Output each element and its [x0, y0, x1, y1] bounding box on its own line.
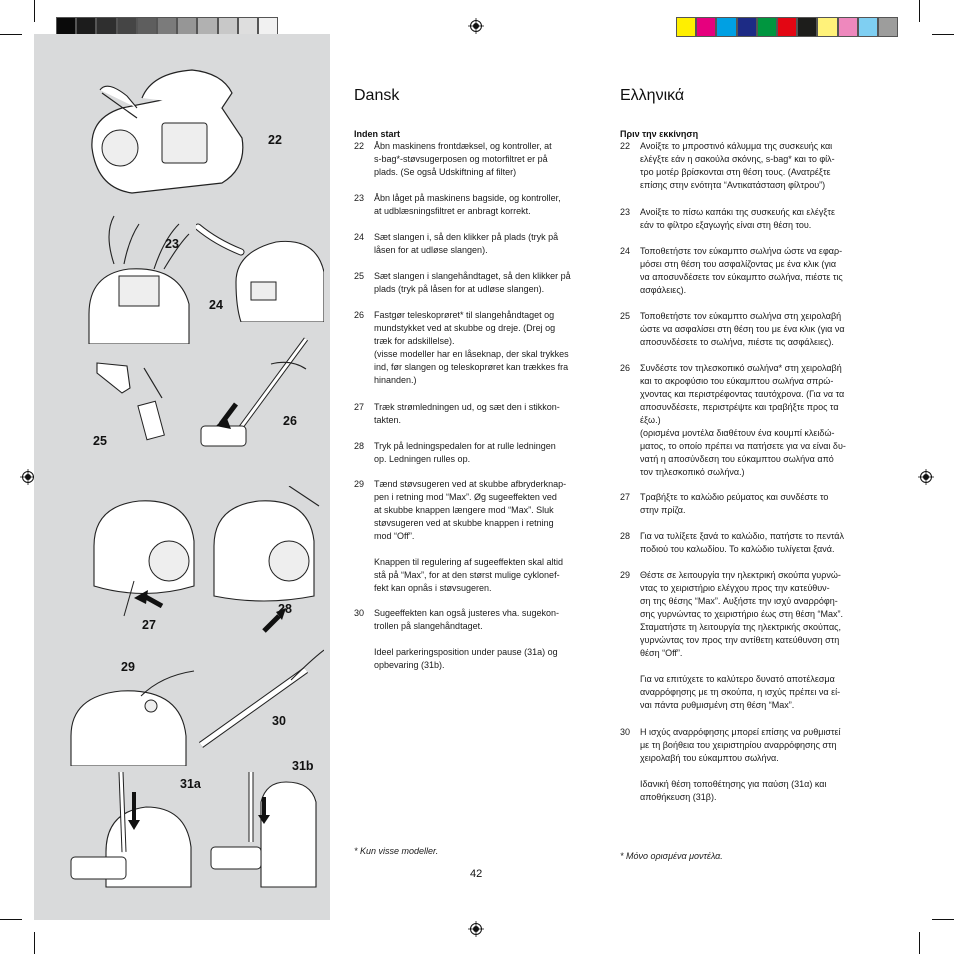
figure-label-27: 27: [142, 618, 156, 632]
step-text-line: Ανοίξτε το πίσω καπάκι της συσκευής και ελέγξτε: [640, 207, 835, 217]
step-text: [640, 206, 835, 232]
step-text-line: χειρολαβή του εύκαμπτου σωλήνα.: [640, 753, 779, 763]
step-text-line: plads (tryk på låsen for at udløse slangen).: [374, 284, 545, 294]
step-text-line: Ιδανική θέση τοποθέτησης για παύση (31α) και: [640, 779, 827, 789]
calibration-swatch: [737, 17, 757, 37]
step-text-line: Ideel parkeringsposition under pause (31a) og: [374, 647, 558, 657]
step-text-line: Τοποθετήστε τον εύκαμπτο σωλήνα στη χειρολαβή: [640, 311, 842, 321]
calibration-swatch: [797, 17, 817, 37]
step-text-line: støvsugeren ved at skubbe knappen i retning: [374, 518, 554, 528]
step-number: 29: [620, 570, 631, 580]
step-text-line: με τη βοήθεια του χειριστηρίου αναρρόφησης στη: [640, 740, 837, 750]
step-text-line: ind, før slangen og teleskoprøret kan trækkes fra: [374, 362, 569, 372]
step-text-line: ασφάλειες).: [640, 285, 687, 295]
step-text-line: Sæt slangen i, så den klikker på plads (tryk på: [374, 232, 559, 242]
step-text-line: trollen på slangehåndtaget.: [374, 621, 483, 631]
figure-label-31b: 31b: [292, 759, 314, 773]
step-text-line: ναι πάντα ρυθμισμένη στη θέση “Max”.: [640, 700, 795, 710]
step-text-line: Tænd støvsugeren ved at skubbe afbryderknap-: [374, 479, 567, 489]
figure-label-26: 26: [283, 414, 297, 428]
step-text-line: [640, 765, 841, 778]
calibration-swatch: [838, 17, 858, 37]
step-text: [640, 530, 844, 556]
cord-pull-out-illustration: [84, 486, 196, 636]
step-number: 24: [620, 246, 631, 256]
registration-mark-bottom: [468, 921, 484, 937]
exhaust-filter-check-illustration: [84, 214, 194, 344]
calibration-swatch: [817, 17, 837, 37]
step-text: [640, 245, 843, 297]
suction-control-handle-illustration: [196, 640, 324, 750]
step-text-line: Συνδέστε τον τηλεσκοπικό σωλήνα* στη χειρολαβή: [640, 363, 842, 373]
step-text-line: στην πρίζα.: [640, 505, 686, 515]
step-text-line: Åbn låget på maskinens bagside, og kontroller,: [374, 193, 561, 203]
step-text-line: pen i retning mod “Max”. Øg sugeeffekten ved: [374, 492, 557, 502]
step-text: [640, 362, 846, 479]
step-number: 30: [620, 727, 631, 737]
step-text: [374, 607, 559, 672]
step-text-line: ντας το χειριστήριο ελέγχου προς την κατεύθυν-: [640, 583, 830, 593]
step-text-line: μόσει στη θέση του ασφαλίζοντας με ένα κλικ (για: [640, 259, 837, 269]
step-text-line: Fastgør teleskoprøret* til slangehåndtaget og: [374, 310, 555, 320]
storage-position-illustration: [206, 772, 324, 892]
step-text-line: mod “Off”.: [374, 531, 415, 541]
step-text-line: ελέγξτε εάν η σακούλα σκόνης, s-bag* και το φίλ-: [640, 154, 835, 164]
parking-position-pause-illustration: [66, 772, 196, 892]
step-text-line: Σταματήστε τη λειτουργία της ηλεκτρικής σκούπας,: [640, 622, 842, 632]
dansk-heading: Dansk: [354, 87, 400, 104]
step-text-line: Ανοίξτε το μπροστινό κάλυμμα της συσκευής και: [640, 141, 833, 151]
step-number: 23: [620, 207, 631, 217]
step-text-line: Θέστε σε λειτουργία την ηλεκτρική σκούπα γυρνώ-: [640, 570, 841, 580]
step-text-line: stå på “Max”, for at den størst mulige cyklonef-: [374, 570, 560, 580]
figure-label-22: 22: [268, 133, 282, 147]
step-text-line: Για να επιτύχετε το καλύτερο δυνατό αποτέλεσμα: [640, 674, 835, 684]
step-text-line: αποθήκευση (31β).: [640, 792, 717, 802]
step-text-line: (ορισμένα μοντέλα διαθέτουν ένα κουμπί κλειδώ-: [640, 428, 835, 438]
step-number: 22: [620, 141, 631, 151]
step-text: [374, 478, 566, 595]
dansk-footnote: * Kun visse modeller.: [354, 846, 439, 856]
step-text-line: νατή η αποσύνδεση του εύκαμπτου σωλήνα από: [640, 454, 834, 464]
step-text-line: [640, 660, 843, 673]
step-text-line: τον τηλεσκοπικό σωλήνα.): [640, 467, 745, 477]
figure-label-31a: 31a: [180, 777, 201, 791]
figure-label-29: 29: [121, 660, 135, 674]
calibration-swatch: [696, 17, 716, 37]
step-text: [640, 491, 828, 517]
step-text: [374, 231, 558, 257]
step-number: 25: [354, 271, 365, 281]
step-text: [374, 140, 552, 179]
step-text-line: αποσυνδέσετε, περιστρέψτε και τραβήξτε προς τα: [640, 402, 839, 412]
step-text-line: και το ακροφύσιο του εύκαμπτου σωλήνα σπρώ-: [640, 376, 834, 386]
step-text: [640, 140, 835, 192]
step-text-line: εάν το φίλτρο εξαγωγής είναι στη θέση του.: [640, 220, 812, 230]
step-text-line: ώστε να ασφαλίσει στη θέση του με ένα κλικ (για να: [640, 324, 845, 334]
step-text-line: at udblæsningsfiltret er anbragt korrekt.: [374, 206, 531, 216]
step-text-line: mundstykket ved at skubbe og dreje. (Drej og: [374, 323, 556, 333]
step-text: [374, 309, 569, 387]
step-text: [374, 440, 556, 466]
step-number: 28: [620, 531, 631, 541]
step-text-line: Sæt slangen i slangehåndtaget, så den klikker på: [374, 271, 571, 281]
figure-label-24: 24: [209, 298, 223, 312]
step-text-line: Åbn maskinens frontdæksel, og kontroller, at: [374, 141, 552, 151]
calibration-swatch: [716, 17, 736, 37]
step-text-line: Για να τυλίξετε ξανά το καλώδιο, πατήστε το πεντάλ: [640, 531, 844, 541]
figure-label-30: 30: [272, 714, 286, 728]
step-text-line: θέση “Off”.: [640, 648, 683, 658]
power-switch-illustration: [66, 666, 196, 766]
step-number: 26: [620, 363, 631, 373]
step-text-line: Τραβήξτε το καλώδιο ρεύματος και συνδέστε το: [640, 492, 829, 502]
calibration-swatch: [757, 17, 777, 37]
figure-label-23: 23: [165, 237, 179, 251]
step-text-line: hinanden.): [374, 375, 417, 385]
step-text-line: Knappen til regulering af sugeeffekten skal altid: [374, 557, 563, 567]
registration-mark-right: [918, 469, 934, 485]
step-text-line: Tryk på ledningspedalen for at rulle ledningen: [374, 441, 556, 451]
figure-label-28: 28: [278, 602, 292, 616]
step-number: 30: [354, 608, 365, 618]
calibration-swatch: [777, 17, 797, 37]
calibration-swatch: [858, 17, 878, 37]
step-text-line: ση της θέσης “Max”. Αυξήστε την ισχύ αναρρόφη-: [640, 596, 838, 606]
step-text-line: op. Ledningen rulles op.: [374, 454, 471, 464]
telescopic-tube-attach-illustration: [196, 334, 324, 460]
step-text-line: τρο μοτέρ βρίσκονται στη θέση τους. (Ανατρέξτε: [640, 167, 831, 177]
step-text-line: ποδιού του καλωδίου. Το καλώδιο τυλίγεται ξανά.: [640, 544, 835, 554]
step-number: 24: [354, 232, 365, 242]
calibration-swatch: [676, 17, 696, 37]
step-number: 28: [354, 441, 365, 451]
registration-mark-top: [468, 18, 484, 34]
step-text-line: Τοποθετήστε τον εύκαμπτο σωλήνα ώστε να εφαρ-: [640, 246, 843, 256]
step-text-line: plads. (Se også Udskiftning af filter): [374, 167, 517, 177]
step-text-line: Sugeeffekten kan også justeres vha. sugekon-: [374, 608, 559, 618]
step-text-line: χνοντας και περιστρέφοντας ταυτόχρονα. (Για να τα: [640, 389, 845, 399]
step-text-line: fekt kan opnås i støvsugeren.: [374, 583, 492, 593]
step-number: 27: [354, 402, 365, 412]
step-text-line: [374, 543, 566, 556]
step-number: 25: [620, 311, 631, 321]
step-text-line: [374, 633, 559, 646]
step-text-line: (visse modeller har en låseknap, der skal trykkes: [374, 349, 569, 359]
step-text-line: αναρρόφησης με τη σκούπα, η ισχύς πρέπει να εί-: [640, 687, 841, 697]
step-text-line: ματος, το οποίο πρέπει να πατήσετε για να είναι δυ-: [640, 441, 846, 451]
page-number: 42: [470, 868, 483, 880]
step-text-line: takten.: [374, 415, 402, 425]
step-text-line: Η ισχύς αναρρόφησης μπορεί επίσης να ρυθμιστεί: [640, 727, 841, 737]
step-number: 22: [354, 141, 365, 151]
figure-label-25: 25: [93, 434, 107, 448]
step-text-line: s-bag*-støvsugerposen og motorfiltret er på: [374, 154, 548, 164]
step-text-line: σης γυρνώντας το χειριστήριο έως στη θέση “Max”.: [640, 609, 844, 619]
step-text-line: at skubbe knappen længere mod “Max”. Sluk: [374, 505, 554, 515]
vacuum-open-front-illustration: [82, 68, 254, 198]
step-text: [640, 726, 841, 804]
step-text-line: opbevaring (31b).: [374, 660, 445, 670]
step-text: [374, 270, 571, 296]
greek-footnote: * Μόνο ορισμένα μοντέλα.: [620, 851, 723, 861]
step-text: [640, 310, 845, 349]
calibration-swatch: [878, 17, 898, 37]
step-text: [374, 401, 560, 427]
step-number: 26: [354, 310, 365, 320]
step-text-line: Træk strømledningen ud, og sæt den i stikkon-: [374, 402, 560, 412]
step-text-line: træk for adskillelse).: [374, 336, 455, 346]
cord-rewind-pedal-illustration: [204, 486, 324, 646]
step-text-line: låsen for at udløse slangen).: [374, 245, 488, 255]
step-text-line: έξω.): [640, 415, 661, 425]
step-number: 29: [354, 479, 365, 489]
step-text-line: να αποσυνδέσετε τον εύκαμπτο σωλήνα, πιέστε τις: [640, 272, 843, 282]
step-text: [374, 192, 561, 218]
dansk-subheading: Inden start: [354, 129, 401, 139]
step-text-line: γυρνώντας τον προς την αντίθετη κατεύθυνση στη: [640, 635, 840, 645]
step-number: 23: [354, 193, 365, 203]
step-text: [640, 569, 843, 712]
step-number: 27: [620, 492, 631, 502]
greek-subheading: Πριν την εκκίνηση: [620, 129, 699, 139]
step-text-line: επίσης στην ενότητα “Αντικατάσταση φίλτρου”): [640, 180, 826, 190]
greek-heading: Ελληνικά: [620, 87, 685, 104]
step-text-line: αποσυνδέσετε το σωλήνα, πιέστε τις ασφάλειες).: [640, 337, 834, 347]
